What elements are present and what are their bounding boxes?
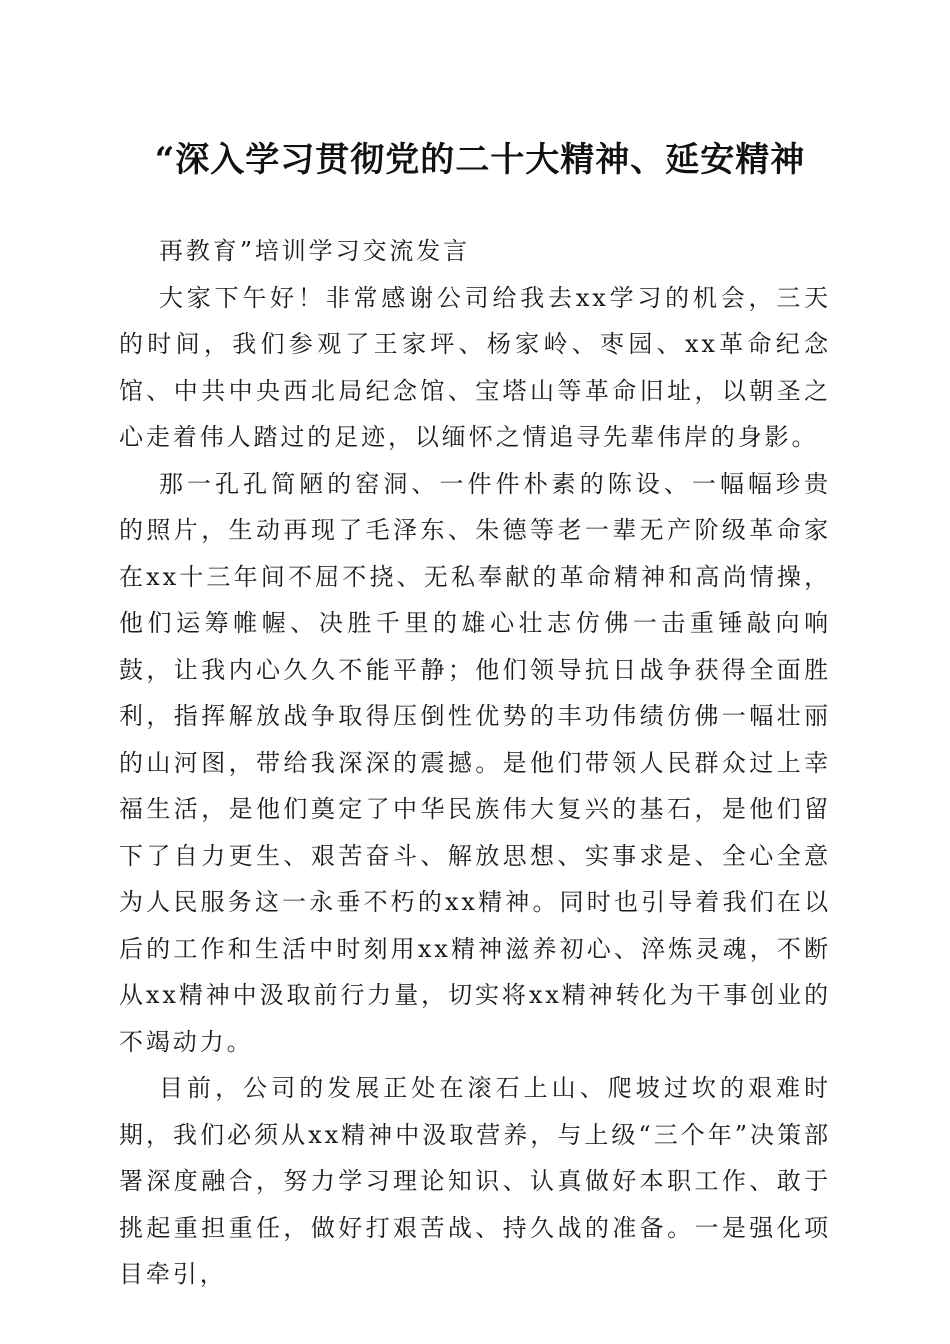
document-body (119, 228, 831, 1298)
body-paragraph: 那一孔孔简陋的窑洞、一件件朴素的陈设、一幅幅珍贵的照片，生动再现了毛泽东、朱德等老一辈无产阶级革命家在xx十三年间不屈不挠、无私奉献的革命精神和高尚情操，他们运筹帷幄、决胜千里的雄心壮志仿佛一击重锤敲向响鼓，让我内心久久不能平静；他们领导抗日战争获得全面胜利，指挥解放战争取得压倒性优势的丰功伟绩仿佛一幅壮丽的山河图，带给我深深的震撼。是他们带领人民群众过上幸福生活，是他们奠定了中华民族伟大复兴的基石，是他们留下了自力更生、艰苦奋斗、解放思想、实事求是、全心全意为人民服务这一永垂不朽的xx精神。同时也引导着我们在以后的工作和生活中时刻用xx精神滋养初心、淬炼灵魂，不断从xx精神中汲取前行力量，切实将xx精神转化为干事创业的不竭动力。 (119, 469, 831, 1056)
body-paragraph: 目前，公司的发展正处在滚石上山、爬坡过坎的艰难时期，我们必须从xx精神中汲取营养，与上级“三个年”决策部署深度融合，努力学习理论知识、认真做好本职工作、敢于挑起重担重任，做好打艰苦战、持久战的准备。一是强化项目牵引， (119, 1074, 831, 1288)
document-title: “深入学习贯彻党的二十大精神、延安精神 (154, 140, 806, 180)
subtitle-paragraph: 再教育”培训学习交流发言 (159, 237, 471, 265)
body-paragraph: 大家下午好！非常感谢公司给我去xx学习的机会，三天的时间，我们参观了王家坪、杨家岭、枣园、xx革命纪念馆、中共中央西北局纪念馆、宝塔山等革命旧址，以朝圣之心走着伟人踏过的足迹，以缅怀之情追寻先辈伟岸的身影。 (119, 283, 831, 451)
